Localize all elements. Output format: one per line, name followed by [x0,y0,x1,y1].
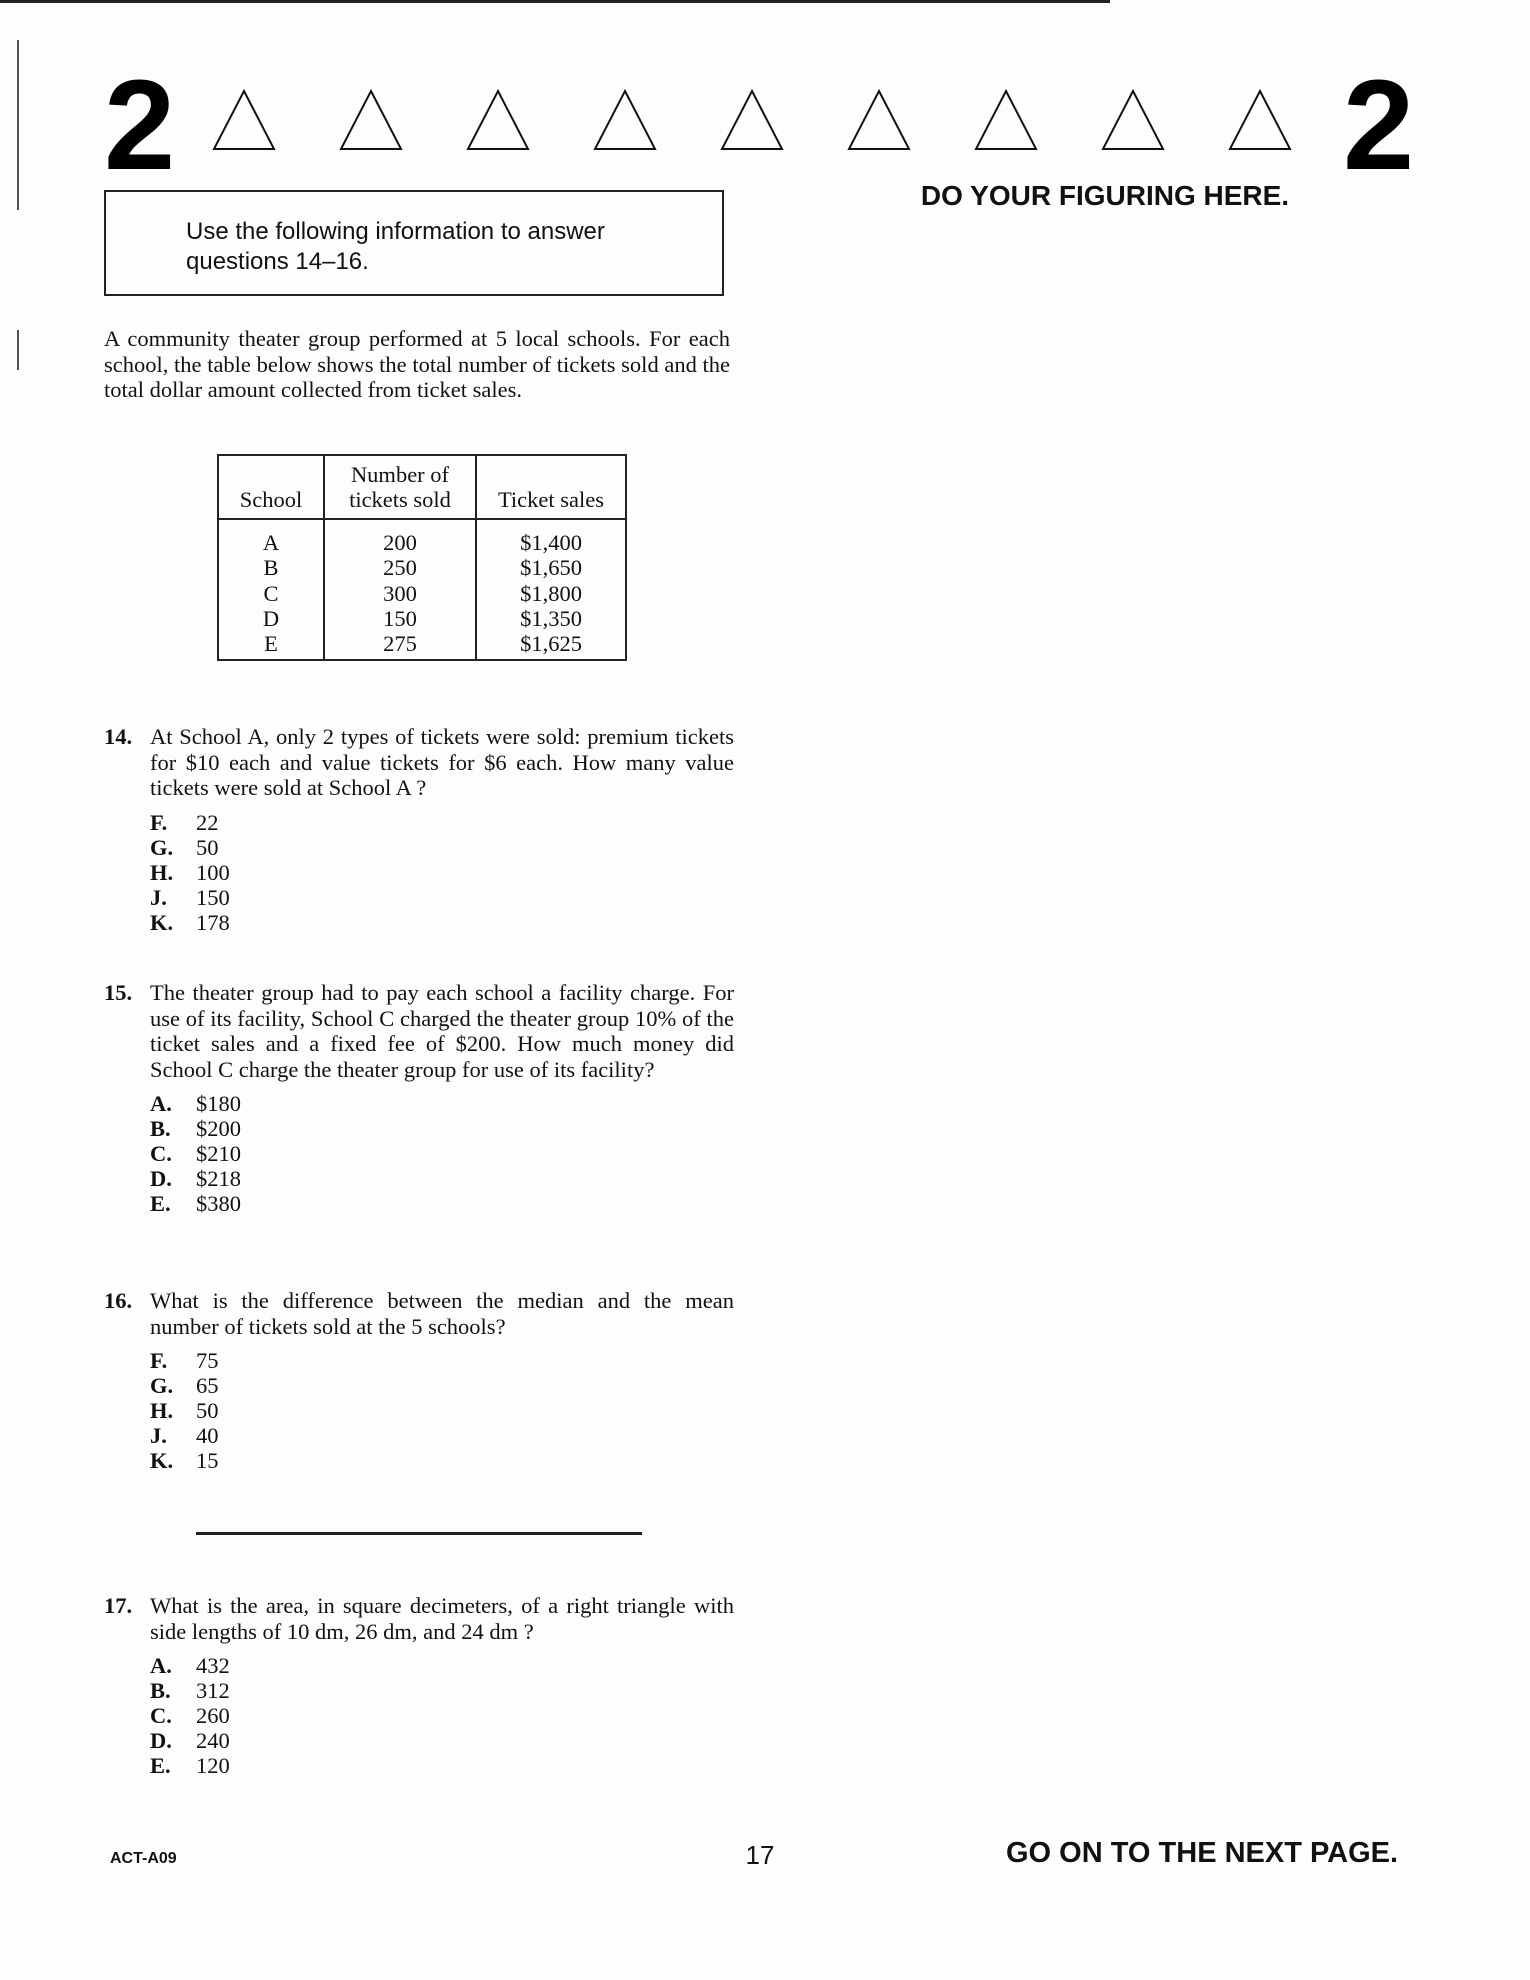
choice-value: $210 [196,1141,241,1166]
choice-letter: G. [150,1373,174,1398]
table-header-school: School [218,455,324,519]
triangle-outline-icon [466,88,530,152]
choice-letter: F. [150,1348,168,1373]
choice-letter: C. [150,1141,172,1166]
answer-choice[interactable] [150,885,734,910]
question-number: 14. [104,724,133,749]
choice-value: 120 [196,1753,230,1778]
table-row [218,555,626,580]
choice-letter: A. [150,1653,172,1678]
answer-choice[interactable] [150,1653,734,1678]
answer-choices [150,1653,734,1778]
next-page-notice: GO ON TO THE NEXT PAGE. [1006,1837,1399,1869]
answer-choices [150,1091,734,1216]
choice-value: 50 [196,1398,219,1423]
choice-value: $200 [196,1116,241,1141]
choice-letter: B. [150,1678,171,1703]
scan-margin-mark [17,330,19,370]
answer-choice[interactable] [150,1423,734,1448]
table-cell-school: A [218,519,324,555]
triangle-outline-icon [720,88,784,152]
answer-choice[interactable] [150,1091,734,1116]
choice-letter: K. [150,1448,174,1473]
table-cell-tickets: 300 [324,581,476,606]
question-17 [104,1593,734,1778]
choice-letter: H. [150,859,174,885]
table-row [218,581,626,606]
answer-choice[interactable] [150,1116,734,1141]
choice-value: 40 [196,1423,219,1448]
choice-letter: D. [150,1166,172,1191]
table-cell-school: D [218,606,324,631]
question-text: What is the difference between the median and the mean number of tickets sold at the 5 schools? [150,1288,734,1339]
choice-letter: J. [150,884,167,910]
triangle-outline-icon [1101,88,1165,152]
table-row [218,606,626,631]
question-text: What is the area, in square decimeters, of a right triangle with side lengths of 10 dm, 26 dm, and 24 dm ? [150,1593,734,1644]
choice-letter: B. [150,1116,171,1141]
choice-value: 312 [196,1678,230,1703]
section-divider [196,1532,642,1535]
table-cell-tickets: 275 [324,631,476,660]
answer-choice[interactable] [150,910,734,935]
table-cell-school: E [218,631,324,660]
choice-letter: D. [150,1728,172,1753]
table-cell-school: C [218,581,324,606]
choice-value: 15 [196,1448,219,1473]
answer-choice[interactable] [150,1348,734,1373]
choice-letter: F. [150,809,168,835]
ticket-sales-table [217,454,627,661]
section-number-right: 2 [1343,54,1415,197]
choice-value: 22 [196,809,219,835]
answer-choices [150,810,734,935]
answer-choice[interactable] [150,835,734,860]
choice-value: 150 [196,884,230,910]
choice-letter: G. [150,834,174,860]
choice-letter: E. [150,1191,171,1216]
table-cell-sales: $1,625 [476,631,626,660]
choice-letter: H. [150,1398,174,1423]
table-cell-school: B [218,555,324,580]
table-cell-tickets: 200 [324,519,476,555]
triangle-outline-icon [339,88,403,152]
triangle-outline-icon [974,88,1038,152]
choice-letter: A. [150,1091,172,1116]
question-16 [104,1288,734,1473]
choice-value: 260 [196,1703,230,1728]
info-box [104,190,724,296]
table-cell-sales: $1,350 [476,606,626,631]
question-14 [104,724,734,935]
question-text: At School A, only 2 types of tickets were sold: premium tickets for $10 each and value tickets for $6 each. How many value tickets were sold at School A ? [150,724,734,800]
table-cell-sales: $1,400 [476,519,626,555]
section-number-left: 2 [104,54,176,197]
scan-margin-mark [17,40,19,210]
choice-letter: J. [150,1423,167,1448]
info-box-text: Use the following information to answer questions 14–16. [186,218,605,275]
figuring-label: DO YOUR FIGURING HERE. [920,180,1290,211]
table-header-tickets: Number of tickets sold [324,455,476,519]
answer-choice[interactable] [150,1753,734,1778]
triangle-outline-icon [1228,88,1292,152]
choice-value: $218 [196,1166,241,1191]
question-number: 15. [104,980,133,1005]
answer-choice[interactable] [150,1191,734,1216]
triangle-outline-icon [212,88,276,152]
choice-value: 240 [196,1728,230,1753]
triangle-outline-icon [593,88,657,152]
answer-choice[interactable] [150,1678,734,1703]
answer-choice[interactable] [150,1166,734,1191]
choice-value: 100 [196,859,230,885]
test-code: ACT-A09 [110,1850,177,1867]
answer-choice[interactable] [150,1448,734,1473]
answer-choice[interactable] [150,860,734,885]
choice-value: $380 [196,1191,241,1216]
top-rule [0,0,1110,3]
choice-value: 50 [196,834,219,860]
answer-choice[interactable] [150,1373,734,1398]
table-cell-sales: $1,650 [476,555,626,580]
choice-letter: E. [150,1753,171,1778]
question-text: The theater group had to pay each school a facility charge. For use of its facility, School C charged the theater group 10% of the ticket sales and a fixed fee of $200. How much money did School C charge the theater group for use of its facility? [150,980,734,1082]
table-row [218,631,626,660]
table-header-sales: Ticket sales [476,455,626,519]
table-row [218,519,626,555]
choice-value: 65 [196,1373,219,1398]
choice-letter: C. [150,1703,172,1728]
answer-choice[interactable] [150,1398,734,1423]
answer-choices [150,1348,734,1473]
choice-value: 432 [196,1653,230,1678]
question-15 [104,980,734,1216]
choice-value: 178 [196,909,230,935]
page-number: 17 [745,1840,775,1870]
question-number: 16. [104,1288,133,1313]
table-cell-tickets: 150 [324,606,476,631]
table-header-row [218,455,626,519]
table-cell-sales: $1,800 [476,581,626,606]
answer-choice[interactable] [150,1141,734,1166]
table-cell-tickets: 250 [324,555,476,580]
question-number: 17. [104,1593,133,1618]
triangle-outline-icon [847,88,911,152]
choice-value: $180 [196,1091,241,1116]
answer-choice[interactable] [150,810,734,835]
choice-value: 75 [196,1348,219,1373]
intro-paragraph: A community theater group performed at 5 local schools. For each school, the table below shows the total number of tickets sold and the total dollar amount collected from ticket sales. [104,326,730,402]
choice-letter: K. [150,909,174,935]
answer-choice[interactable] [150,1703,734,1728]
answer-choice[interactable] [150,1728,734,1753]
